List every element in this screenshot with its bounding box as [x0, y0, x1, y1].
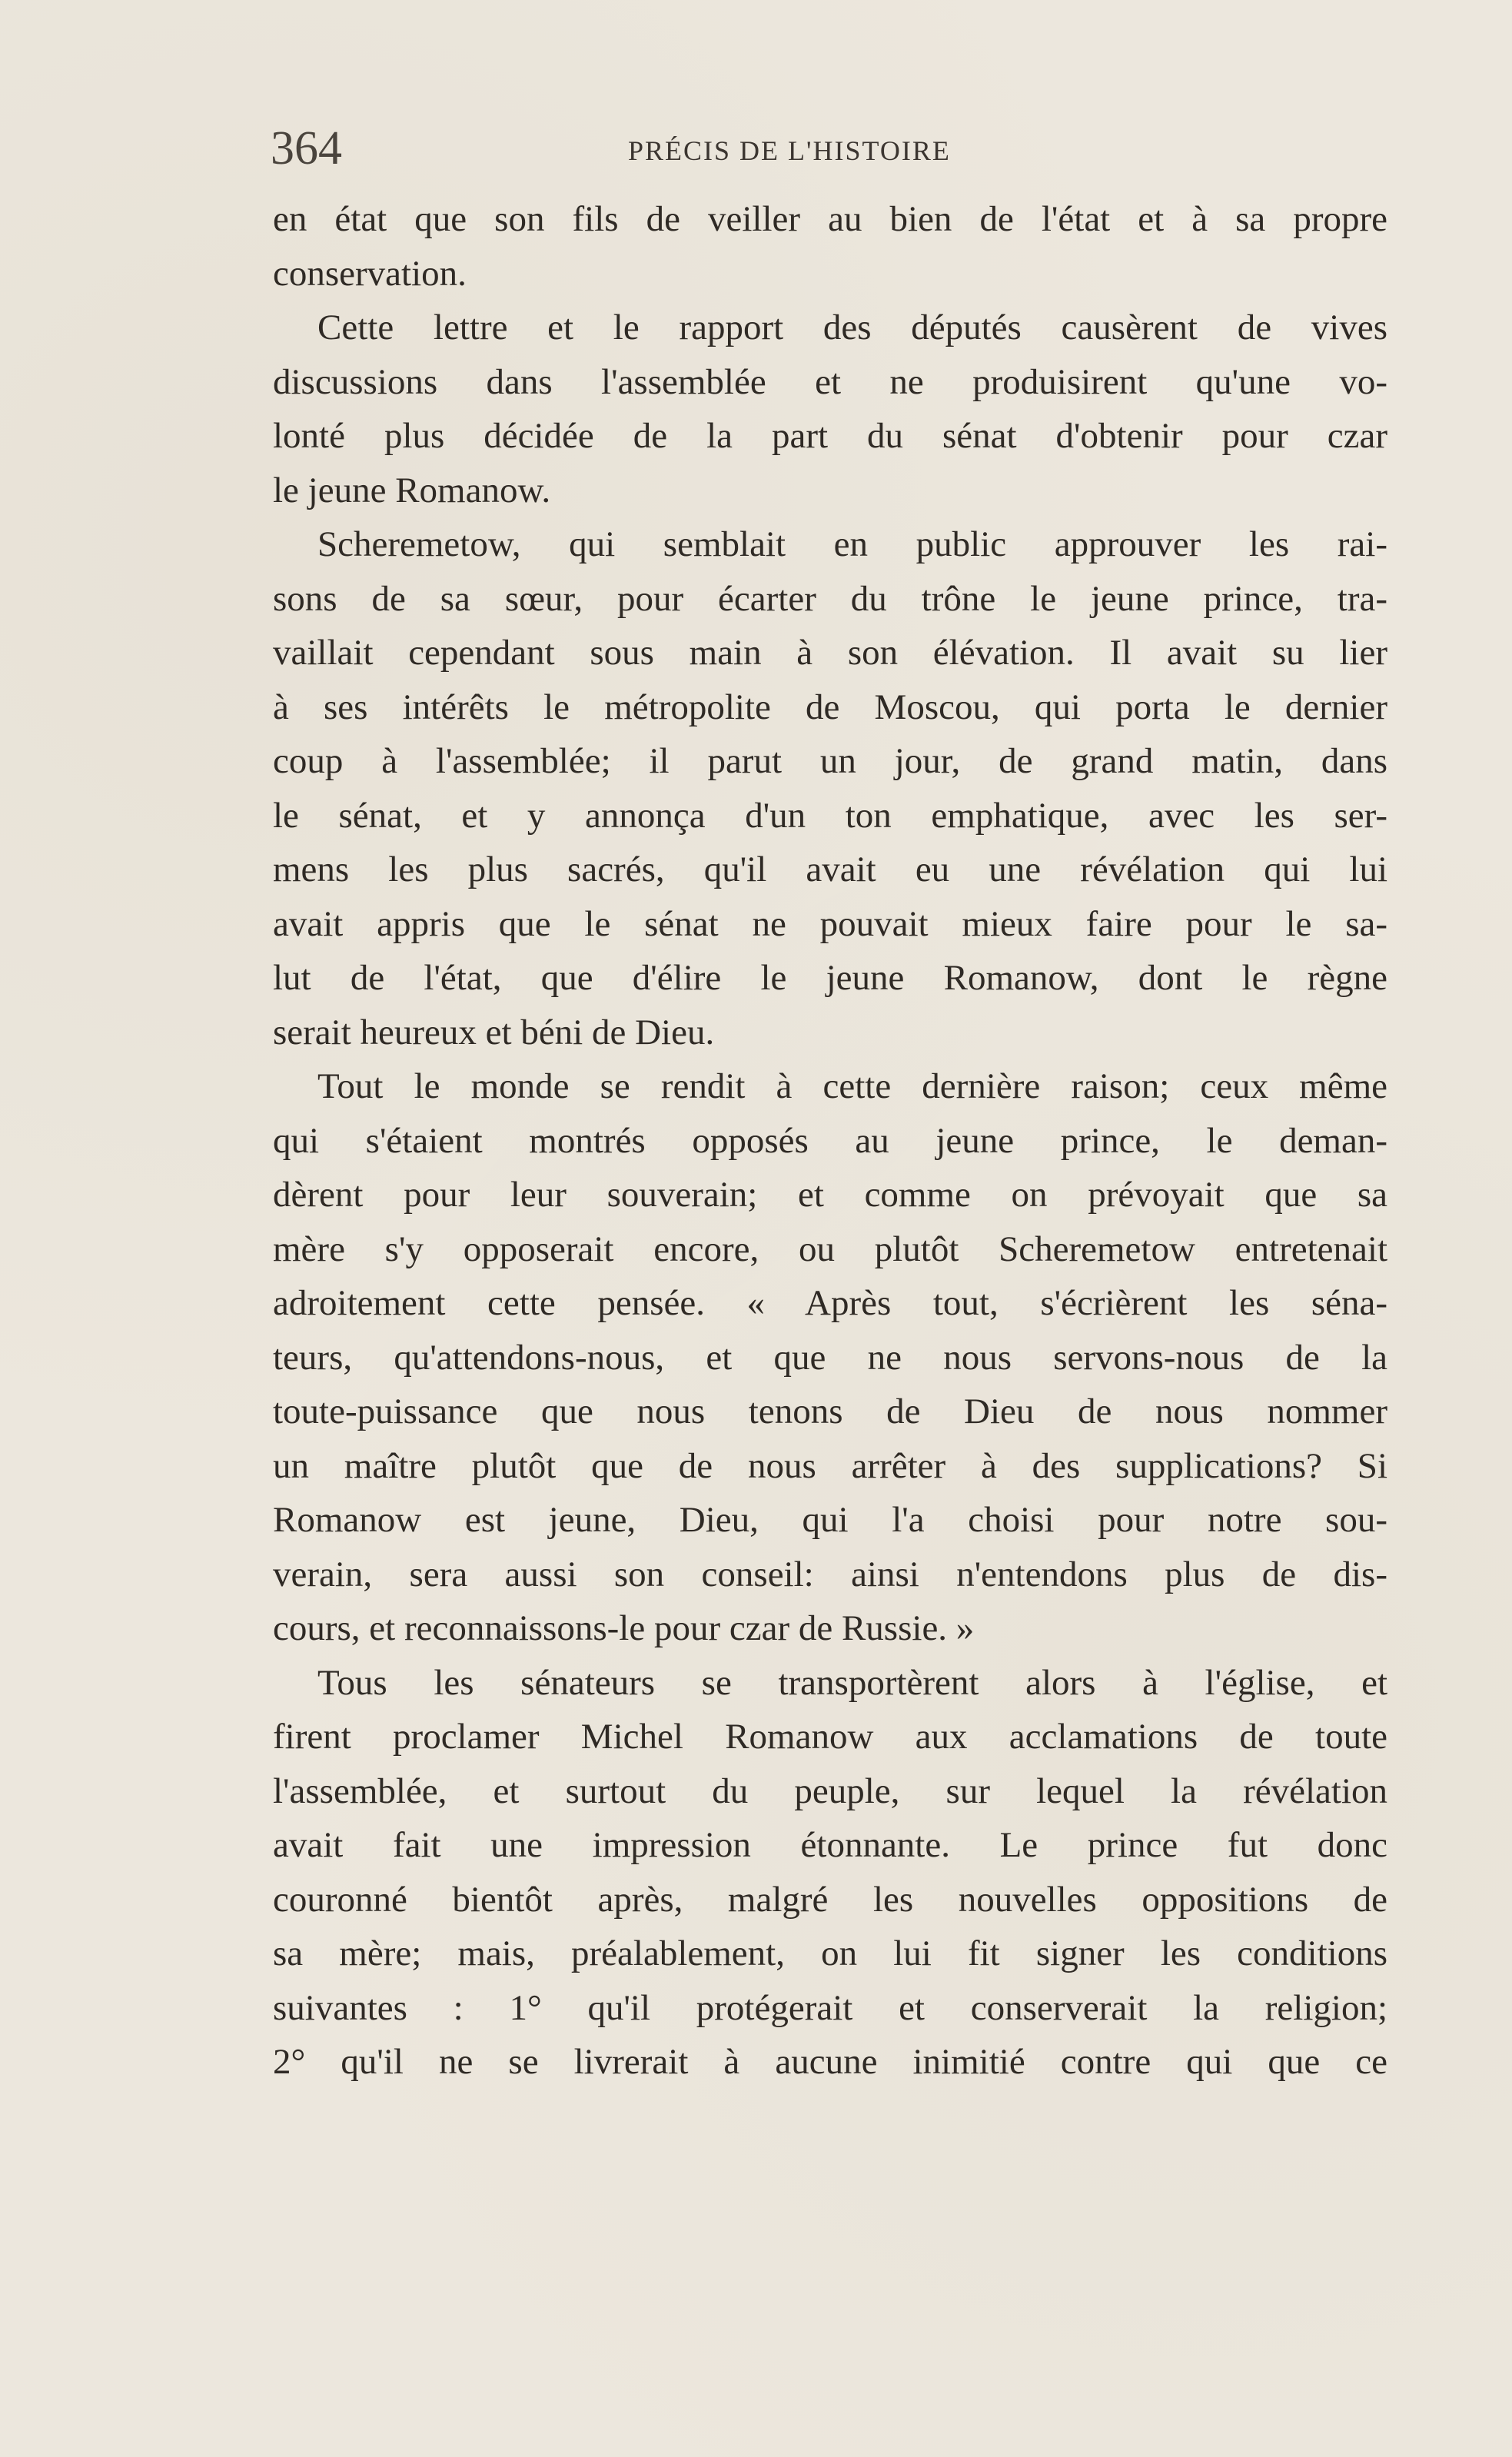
text-line: teurs, qu'attendons-nous, et que ne nous servons-nous de la	[273, 1337, 1387, 1378]
paragraph-2	[273, 301, 1387, 517]
paragraph-3	[273, 517, 1387, 1059]
text-line: 2° qu'il ne se livrerait à aucune inimitié contre qui que ce	[273, 2042, 1387, 2082]
text-line: Tous les sénateurs se transportèrent alors à l'église, et	[317, 1662, 1387, 1703]
text-line: l'assemblée, et surtout du peuple, sur lequel la révélation	[273, 1770, 1387, 1811]
text-line: Romanow est jeune, Dieu, qui l'a choisi pour notre sou-	[273, 1500, 1387, 1540]
text-line: discussions dans l'assemblée et ne produisirent qu'une vo-	[273, 361, 1387, 402]
text-line: conservation.	[273, 253, 467, 294]
page-text	[273, 192, 1387, 2137]
text-line: mère s'y opposerait encore, ou plutôt Scheremetow entretenait	[273, 1228, 1387, 1269]
page-header	[271, 121, 1393, 175]
paragraph-5	[273, 1656, 1387, 2090]
text-line: dèrent pour leur souverain; et comme on prévoyait que sa	[273, 1175, 1387, 1215]
text-line: Cette lettre et le rapport des députés causèrent de vives	[317, 308, 1387, 347]
text-line: serait heureux et béni de Dieu.	[273, 1012, 715, 1052]
text-line: mens les plus sacrés, qu'il avait eu une révélation qui lui	[273, 849, 1387, 889]
text-line: firent proclamer Michel Romanow aux acclamations de toute	[273, 1717, 1387, 1757]
paragraph-4	[273, 1059, 1387, 1656]
text-line: sons de sa sœur, pour écarter du trône le jeune prince, tra-	[273, 578, 1387, 619]
text-line: Scheremetow, qui semblait en public approuver les rai-	[317, 524, 1387, 564]
text-line: avait appris que le sénat ne pouvait mieux faire pour le sa-	[273, 903, 1387, 944]
text-line: adroitement cette pensée. « Après tout, s'écrièrent les séna-	[273, 1283, 1387, 1323]
text-line: sa mère; mais, préalablement, on lui fit signer les conditions	[273, 1933, 1387, 1973]
text-line: à ses intérêts le métropolite de Moscou, qui porta le dernier	[273, 687, 1387, 727]
text-line: couronné bientôt après, malgré les nouvelles oppositions de	[273, 1879, 1387, 1920]
text-line: qui s'étaient montrés opposés au jeune prince, le deman-	[273, 1120, 1387, 1161]
text-line: cours, et reconnaissons-le pour czar de Russie. »	[273, 1608, 975, 1648]
paragraph-1	[273, 192, 1387, 301]
text-line: lonté plus décidée de la part du sénat d'obtenir pour czar	[273, 416, 1387, 456]
text-line: en état que son fils de veiller au bien de l'état et à sa propre	[273, 199, 1387, 239]
text-line: suivantes : 1° qu'il protégerait et conserverait la religion;	[273, 1987, 1387, 2028]
text-line: coup à l'assemblée; il parut un jour, de grand matin, dans	[273, 741, 1387, 781]
page-number: 364	[271, 122, 342, 175]
text-line: un maître plutôt que de nous arrêter à des supplications? Si	[273, 1445, 1387, 1486]
text-line: avait fait une impression étonnante. Le prince fut donc	[273, 1825, 1387, 1865]
running-title: PRÉCIS DE L'HISTOIRE	[628, 135, 951, 166]
text-line: vaillait cependant sous main à son élévation. Il avait su lier	[273, 633, 1387, 673]
text-line: toute-puissance que nous tenons de Dieu de nous nommer	[273, 1391, 1387, 1431]
text-line: Tout le monde se rendit à cette dernière raison; ceux même	[317, 1066, 1387, 1106]
text-line: lut de l'état, que d'élire le jeune Romanow, dont le règne	[273, 958, 1387, 998]
text-line: verain, sera aussi son conseil: ainsi n'entendons plus de dis-	[273, 1554, 1387, 1594]
text-line: le sénat, et y annonça d'un ton emphatique, avec les ser-	[273, 795, 1387, 836]
text-line: le jeune Romanow.	[273, 470, 551, 510]
